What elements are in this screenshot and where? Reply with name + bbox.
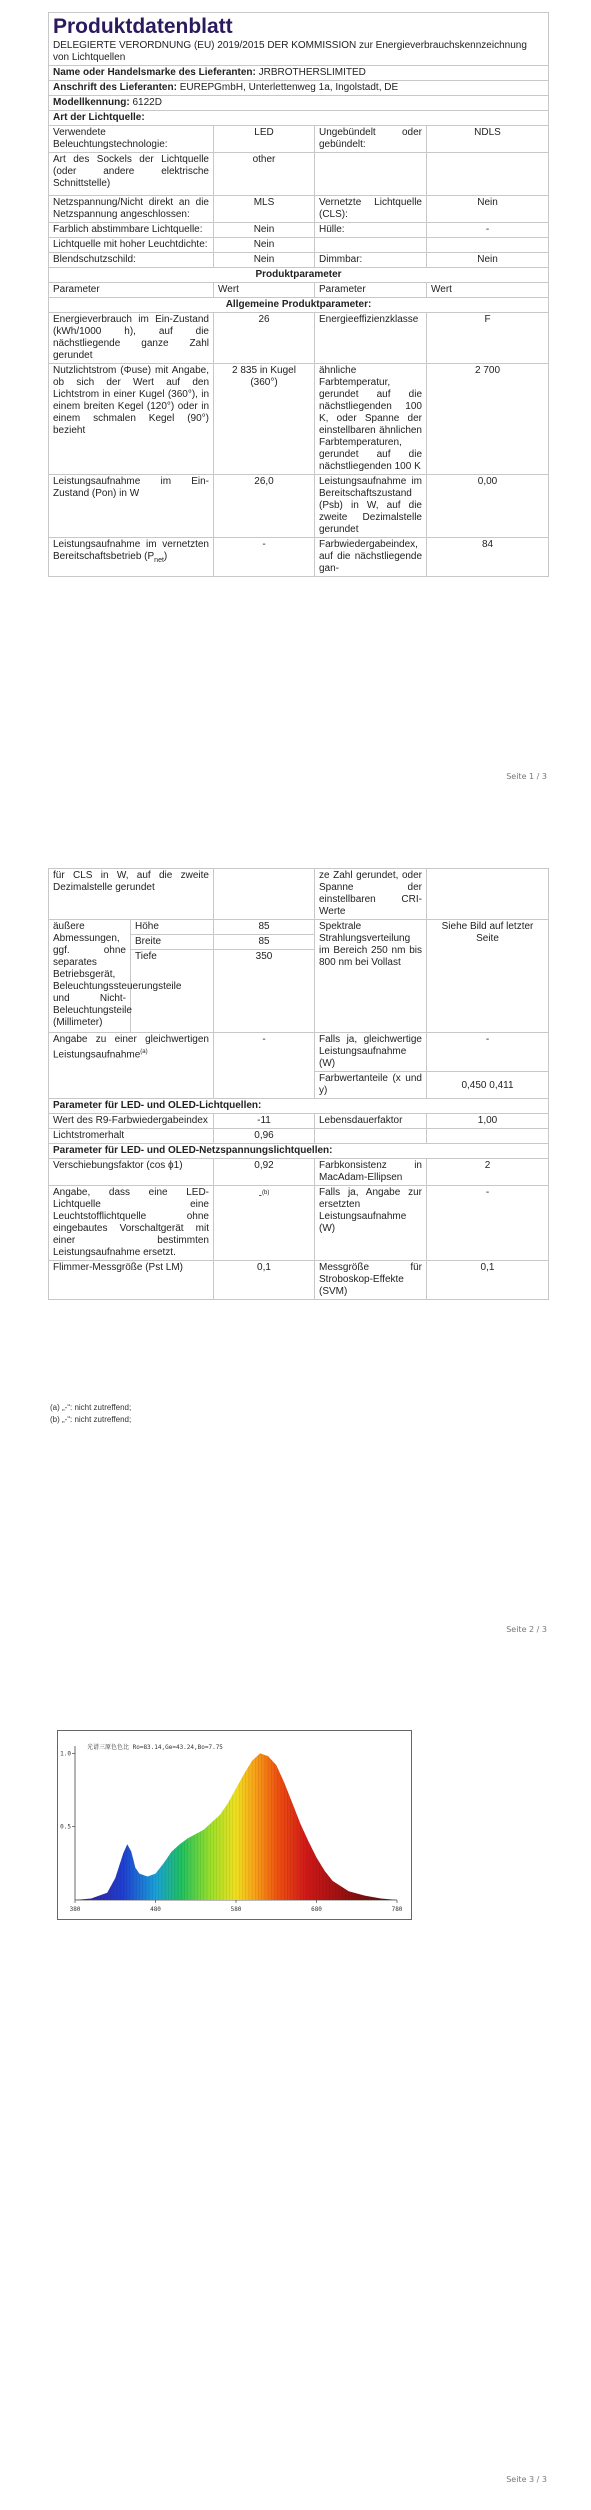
r9-value: -11: [214, 1114, 315, 1129]
row-label: Farbwiedergabeindex, auf die nächstliegende gan-: [315, 538, 427, 577]
row-value: F: [427, 313, 549, 364]
page-3: [0, 1650, 591, 2510]
table-row: [49, 475, 549, 538]
table-row: [49, 1186, 549, 1261]
x-tick-label: 680: [311, 1906, 322, 1913]
row-value: NDLS: [427, 126, 549, 153]
table-row: [49, 196, 549, 223]
regulation-text: DELEGIERTE VERORDNUNG (EU) 2019/2015 DER KOMMISSION zur Energieverbrauchskennzeichnung von Lichtquellen: [53, 40, 527, 63]
row-label: ze Zahl gerundet, oder Spanne der einstellbaren CRI-Werte: [315, 869, 427, 920]
row-value: MLS: [214, 196, 315, 223]
empty-cell: [427, 1129, 549, 1144]
col-header-value: Wert: [214, 283, 315, 298]
maint-label: Lichtstromerhalt: [49, 1129, 214, 1144]
row-value: Nein: [427, 253, 549, 268]
retrofit-label: Angabe, dass eine LED-Lichtquelle eine Leuchtstofflichtquelle ohne eingebautes Vorschaltgerät mit einer bestimmten Leistungsaufnahme ersetzt.: [49, 1186, 214, 1261]
row-value: -: [427, 223, 549, 238]
cos-label: Verschiebungsfaktor (cos ϕ1): [49, 1159, 214, 1186]
row-label: Vernetzte Lichtquelle (CLS):: [315, 196, 427, 223]
row-value: -: [214, 538, 315, 577]
footnotes: [50, 1402, 131, 1426]
dim-value: 350: [214, 950, 315, 1033]
datasheet-table-page2: [48, 868, 549, 1300]
spectrum-svg: [57, 1730, 412, 1920]
table-row: [49, 223, 549, 238]
row-label: Nutzlichtstrom (Φuse) mit Angabe, ob sich der Wert auf den Lichtstrom in einer Kugel (360°), in einem breiten Kegel (120°) oder in einem schmalen Kegel (90°) bezieht: [49, 364, 214, 475]
row-value: 26: [214, 313, 315, 364]
table-row: [49, 153, 549, 196]
row-label: Netzspannung/Nicht direkt an die Netzspannung angeschlossen:: [49, 196, 214, 223]
page-number: Seite 3 / 3: [506, 2475, 547, 2484]
macadam-label: Farbkonsistenz in MacAdam-Ellipsen: [315, 1159, 427, 1186]
page-2: [0, 860, 591, 1650]
page-number: Seite 2 / 3: [506, 1625, 547, 1634]
col-header-value: Wert: [427, 283, 549, 298]
empty-cell: [315, 1129, 427, 1144]
equiv-power-value: -: [427, 1033, 549, 1072]
supplier-address-label: Anschrift des Lieferanten:: [53, 82, 177, 93]
table-row: [49, 364, 549, 475]
chart-title: 光谱三原色色比 Ro=83.14,Ge=43.24,Bo=7.75: [87, 1744, 223, 1751]
row-label: [315, 238, 427, 253]
macadam-value: 2: [427, 1159, 549, 1186]
retrofit-value: [214, 1186, 315, 1261]
model-value: 6122D: [132, 97, 162, 108]
row-value: 2 835 in Kugel (360°): [214, 364, 315, 475]
chroma-label: Farbwertanteile (x und y): [315, 1072, 427, 1099]
page-number: Seite 1 / 3: [506, 772, 547, 781]
row-value: 0,00: [427, 475, 549, 538]
row-label: Farblich abstimmbare Lichtquelle:: [49, 223, 214, 238]
page-title: Produktdatenblatt: [53, 15, 233, 38]
table-row: [49, 126, 549, 153]
supplier-name-row: [49, 66, 549, 81]
row-value: Nein: [214, 223, 315, 238]
maint-value: 0,96: [214, 1129, 315, 1144]
col-header-param: Parameter: [315, 283, 427, 298]
y-tick-label: 1.0: [60, 1750, 71, 1758]
row-label: Dimmbar:: [315, 253, 427, 268]
table-row: [49, 1159, 549, 1186]
equiv-label: [49, 1033, 214, 1099]
cos-value: 0,92: [214, 1159, 315, 1186]
row-label: Leistungsaufnahme im Bereitschaftszustand (Psb) in W, auf die zweite Dezimalstelle gerundet: [315, 475, 427, 538]
row-label: ähnliche Farbtemperatur, gerundet auf die nächstliegenden 100 K, oder Spanne der einstellbaren ähnlichen Farbtemperaturen, gerundet auf die nächstliegenden 100 K: [315, 364, 427, 475]
row-label-sub: net: [154, 557, 164, 564]
row-value: [427, 238, 549, 253]
retrofit-value-text: -: [258, 1190, 262, 1202]
table-row: [49, 1129, 549, 1144]
model-label: Modellkennung:: [53, 97, 130, 108]
spectrum-chart: [57, 1730, 412, 1920]
x-tick-label: 480: [150, 1906, 161, 1913]
row-label: Blendschutzschild:: [49, 253, 214, 268]
table-row: [49, 1261, 549, 1300]
row-value: Nein: [427, 196, 549, 223]
spectral-value: Siehe Bild auf letzter Seite: [427, 920, 549, 1033]
mains-heading: Parameter für LED- und OLED-Netzspannungslichtquellen:: [49, 1144, 549, 1159]
row-value: Nein: [214, 238, 315, 253]
row-label: Verwendete Beleuchtungstechnologie:: [49, 126, 214, 153]
row-label: Energieeffizienzklasse: [315, 313, 427, 364]
row-label: [315, 153, 427, 196]
footnote-b: (b) „-“: nicht zutreffend;: [50, 1415, 132, 1424]
retrofit-power-label: Falls ja, Angabe zur ersetzten Leistungsaufnahme (W): [315, 1186, 427, 1261]
row-label: Lichtquelle mit hoher Leuchtdichte:: [49, 238, 214, 253]
table-row: [49, 1114, 549, 1129]
row-value: Nein: [214, 253, 315, 268]
spectral-label: Spektrale Strahlungsverteilung im Bereich 250 nm bis 800 nm bei Vollast: [315, 920, 427, 1033]
row-value: [427, 869, 549, 920]
table-row: [49, 869, 549, 920]
row-label: Hülle:: [315, 223, 427, 238]
dim-name: Tiefe: [131, 950, 214, 1033]
chroma-value: 0,450 0,411: [427, 1072, 549, 1099]
dim-name: Höhe: [131, 920, 214, 935]
row-value: [214, 869, 315, 920]
retrofit-sup: (b): [262, 1190, 270, 1196]
supplier-address-row: [49, 81, 549, 96]
r9-label: Wert des R9-Farbwiedergabeindex: [49, 1114, 214, 1129]
table-row: [49, 313, 549, 364]
row-label: Energieverbrauch im Ein-Zustand (kWh/1000 h), auf die nächstliegende ganze Zahl gerundet: [49, 313, 214, 364]
svm-value: 0,1: [427, 1261, 549, 1300]
row-label: für CLS in W, auf die zweite Dezimalstelle gerundet: [49, 869, 214, 920]
equiv-power-label: Falls ja, gleichwertige Leistungsaufnahme (W): [315, 1033, 427, 1072]
flicker-value: 0,1: [214, 1261, 315, 1300]
led-heading: Parameter für LED- und OLED-Lichtquellen:: [49, 1099, 549, 1114]
col-header-param: Parameter: [49, 283, 214, 298]
row-label: Art des Sockels der Lichtquelle (oder andere elektrische Schnittstelle): [49, 153, 214, 196]
row-value: 2 700: [427, 364, 549, 475]
x-tick-label: 580: [230, 1906, 242, 1913]
page-1: [0, 0, 591, 800]
type-heading: Art der Lichtquelle:: [49, 111, 549, 126]
datasheet-table-page1: [48, 12, 549, 577]
table-header-row: [49, 283, 549, 298]
table-row: [49, 538, 549, 577]
row-label: Ungebündelt oder gebündelt:: [315, 126, 427, 153]
life-value: 1,00: [427, 1114, 549, 1129]
equiv-sup: (a): [140, 1049, 148, 1055]
params-heading: Produktparameter: [49, 268, 549, 283]
flicker-label: Flimmer-Messgröße (Pst LM): [49, 1261, 214, 1300]
row-value: LED: [214, 126, 315, 153]
x-tick-label: 780: [391, 1906, 403, 1913]
table-row: [49, 1033, 549, 1072]
dims-label: äußere Abmessungen, ggf. ohne separates Betriebsgerät, Beleuchtungssteuerungsteile und Nicht-Beleuchtungsteile (Millimeter): [49, 920, 131, 1033]
header-cell: [49, 13, 549, 66]
y-tick-label: 0.5: [60, 1823, 71, 1831]
model-row: [49, 96, 549, 111]
row-value: 26,0: [214, 475, 315, 538]
row-value: other: [214, 153, 315, 196]
life-label: Lebensdauerfaktor: [315, 1114, 427, 1129]
dim-value: 85: [214, 920, 315, 935]
row-value: 84: [427, 538, 549, 577]
table-row: [49, 253, 549, 268]
supplier-name-label: Name oder Handelsmarke des Lieferanten:: [53, 67, 256, 78]
svm-label: Messgröße für Stroboskop-Effekte (SVM): [315, 1261, 427, 1300]
row-value: [427, 153, 549, 196]
equiv-label-text: Angabe zu einer gleichwertigen Leistungsaufnahme: [53, 1034, 209, 1061]
dim-name: Breite: [131, 935, 214, 950]
general-heading: Allgemeine Produktparameter:: [49, 298, 549, 313]
dim-value: 85: [214, 935, 315, 950]
equiv-value: -: [214, 1033, 315, 1099]
row-label: Leistungsaufnahme im vernetzten Bereitschaftsbetrieb $(P_{net})$: [49, 538, 214, 577]
supplier-name-value: JRBROTHERSLIMITED: [258, 67, 366, 78]
table-row: [49, 920, 549, 935]
table-row: [49, 238, 549, 253]
footnote-a: (a) „-“: nicht zutreffend;: [50, 1403, 132, 1412]
row-label: Leistungsaufnahme im Ein-Zustand (Pon) in W: [49, 475, 214, 538]
supplier-address-value: EUREPGmbH, Unterlettenweg 1a, Ingolstadt, DE: [179, 82, 399, 93]
x-tick-label: 380: [69, 1906, 81, 1913]
retrofit-power-value: -: [427, 1186, 549, 1261]
row-label-text: Leistungsaufnahme im vernetzten Bereitschaftsbetrieb (P: [53, 539, 209, 562]
